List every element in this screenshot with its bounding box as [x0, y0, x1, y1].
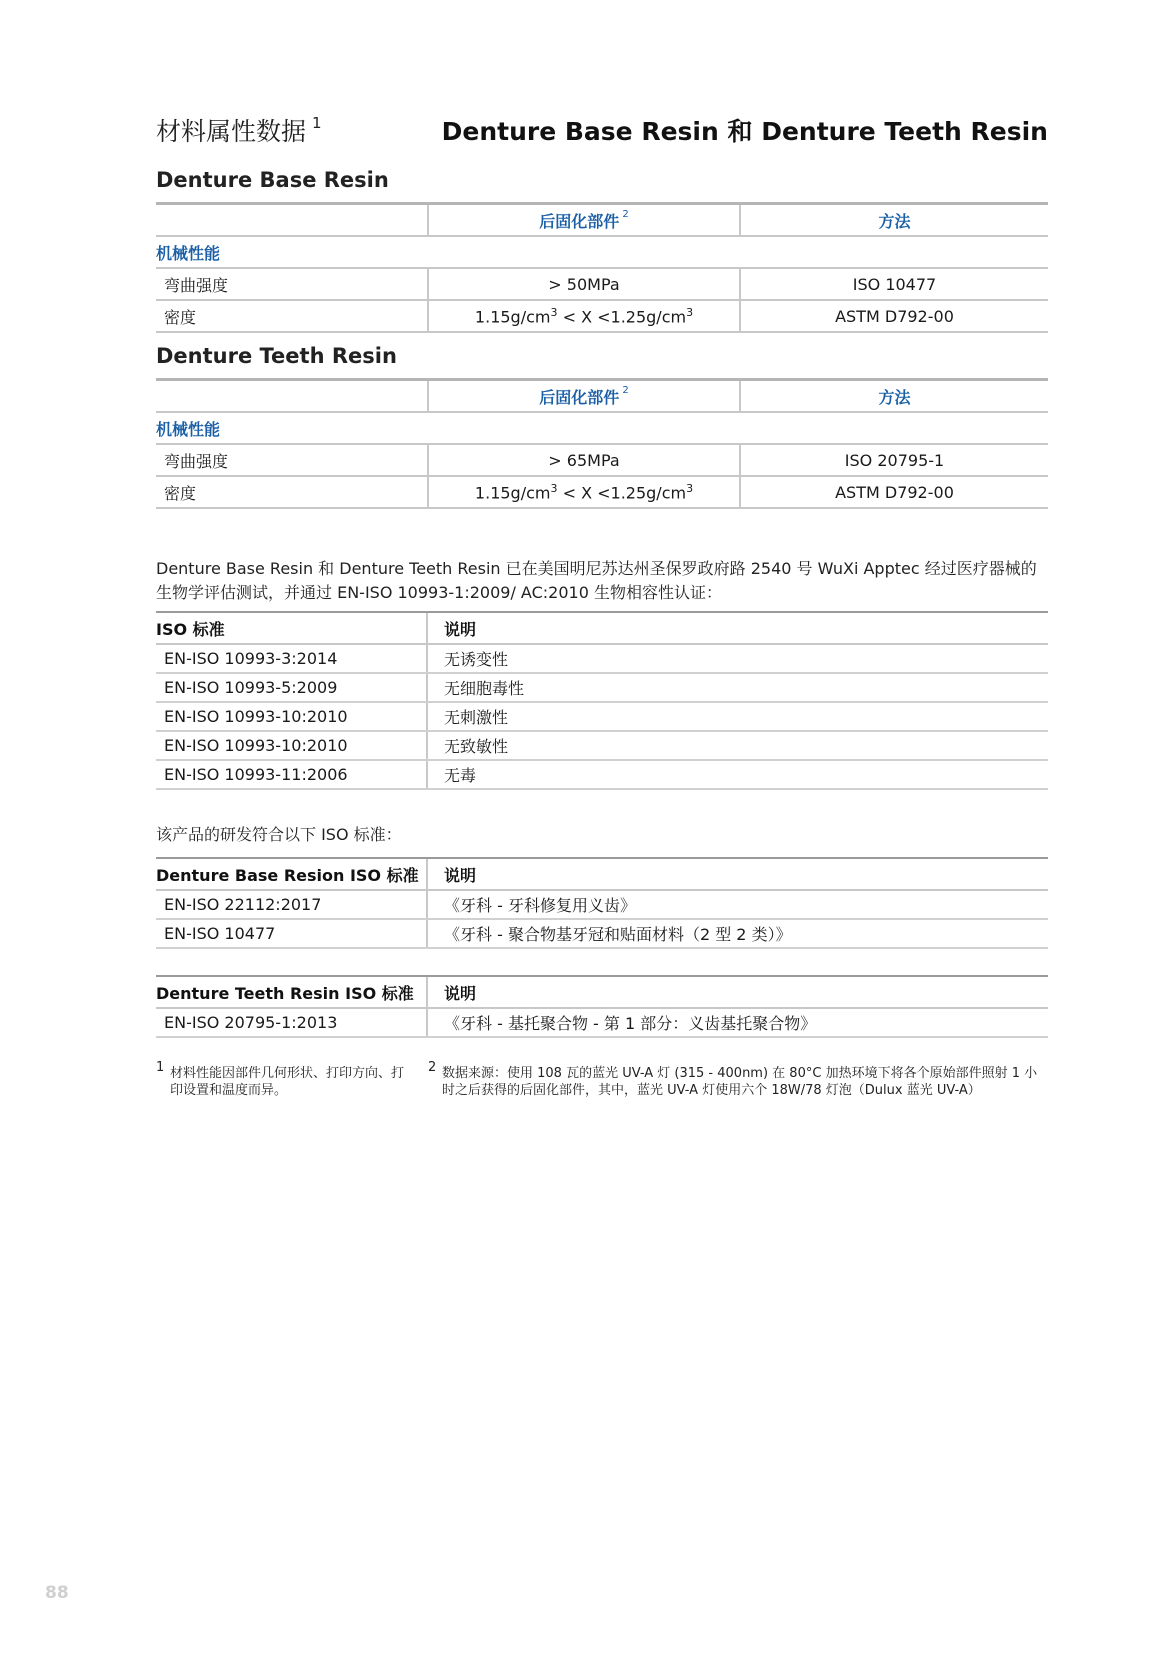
table-row: EN-ISO 10993-3:2014 无诱变性 — [156, 644, 1048, 673]
table-row: EN-ISO 10993-11:2006 无毒 — [156, 760, 1048, 789]
page-header — [156, 108, 1048, 148]
page-number: 88 — [45, 1583, 69, 1603]
header-left-footnote-ref: 1 — [312, 114, 322, 132]
header-left-title: 材料属性数据 — [156, 117, 307, 146]
table-row: 密度 $1.15g/cm^3 < X <1.25g/cm^3$ ASTM D792-00 — [156, 476, 1048, 508]
teeth-resin-title: Denture Teeth Resin — [156, 344, 397, 368]
table-row: EN-ISO 10993-10:2010 无刺激性 — [156, 702, 1048, 731]
col-header-postcure: 后固化部件 $^2$ — [428, 204, 740, 237]
table-row: EN-ISO 10993-10:2010 无致敏性 — [156, 731, 1048, 760]
teeth-iso-table — [156, 975, 1048, 1038]
footnote-1-number: 1 — [156, 1060, 165, 1075]
base-resin-title: Denture Base Resin — [156, 168, 389, 192]
category-row — [156, 412, 1048, 444]
table-header-row — [156, 380, 1048, 413]
col-header-description: 说明 — [427, 976, 1048, 1008]
table-header-row — [156, 976, 1048, 1008]
header-right-title: Denture Base Resin 和 Denture Teeth Resin — [441, 117, 1048, 146]
footnote-2-text: 数据来源：使用 108 瓦的蓝光 UV-A 灯 (315 - 400nm) 在 80°C 加热环境下将各个原始部件照射 1 小时之后获得的后固化部件，其中，蓝光 UV-A 灯使用六个 18W/78 灯泡（Dulux 蓝光 UV-A） — [442, 1066, 1038, 1098]
iso-biocompat-table — [156, 611, 1048, 790]
category-row — [156, 236, 1048, 268]
biocompatibility-paragraph: Denture Base Resin 和 Denture Teeth Resin 已在美国明尼苏达州圣保罗政府路 2540 号 WuXi Apptec 经过医疗器械的生物学评估测试，并通过 EN-ISO 10993-1:2009/ AC:2010 生物相容性认证： — [156, 559, 1037, 602]
footnote-1 — [156, 1060, 406, 1099]
header-left — [156, 112, 322, 148]
table-row: EN-ISO 22112:2017 《牙科 - 牙科修复用义齿》 — [156, 890, 1048, 919]
col-header-standard: ISO 标准 — [156, 612, 427, 644]
col-header-standard: Denture Base Resion ISO 标准 — [156, 858, 427, 890]
category-label: 机械性能 — [156, 236, 1048, 268]
table-header-row — [156, 612, 1048, 644]
table-header-row — [156, 858, 1048, 890]
base-resin-table — [156, 202, 1048, 333]
table-row: EN-ISO 10477 《牙科 - 聚合物基牙冠和贴面材料（2 型 2 类）》 — [156, 919, 1048, 948]
col-header-description: 说明 — [427, 612, 1048, 644]
table-row: 密度 $1.15g/cm^3 < X <1.25g/cm^3$ ASTM D792-00 — [156, 300, 1048, 332]
table-row: EN-ISO 10993-5:2009 无细胞毒性 — [156, 673, 1048, 702]
col-header-postcure: 后固化部件 $^2$ — [428, 380, 740, 413]
col-header-method: 方法 — [740, 204, 1048, 237]
development-paragraph: 该产品的研发符合以下 ISO 标准： — [156, 825, 402, 844]
table-row: EN-ISO 20795-1:2013 《牙科 - 基托聚合物 - 第 1 部分：义齿基托聚合物》 — [156, 1008, 1048, 1037]
col-header-description: 说明 — [427, 858, 1048, 890]
teeth-resin-table — [156, 378, 1048, 509]
category-label: 机械性能 — [156, 412, 1048, 444]
footnote-1-text: 材料性能因部件几何形状、打印方向、打印设置和温度而异。 — [170, 1066, 405, 1098]
col-header-method: 方法 — [740, 380, 1048, 413]
table-row: 弯曲强度 > 50MPa ISO 10477 — [156, 268, 1048, 300]
table-header-row — [156, 204, 1048, 237]
table-row: 弯曲强度 > 65MPa ISO 20795-1 — [156, 444, 1048, 476]
footnote-2-number: 2 — [428, 1060, 437, 1075]
col-header-standard: Denture Teeth Resin ISO 标准 — [156, 976, 427, 1008]
footnote-2 — [428, 1060, 1048, 1099]
base-iso-table — [156, 857, 1048, 949]
